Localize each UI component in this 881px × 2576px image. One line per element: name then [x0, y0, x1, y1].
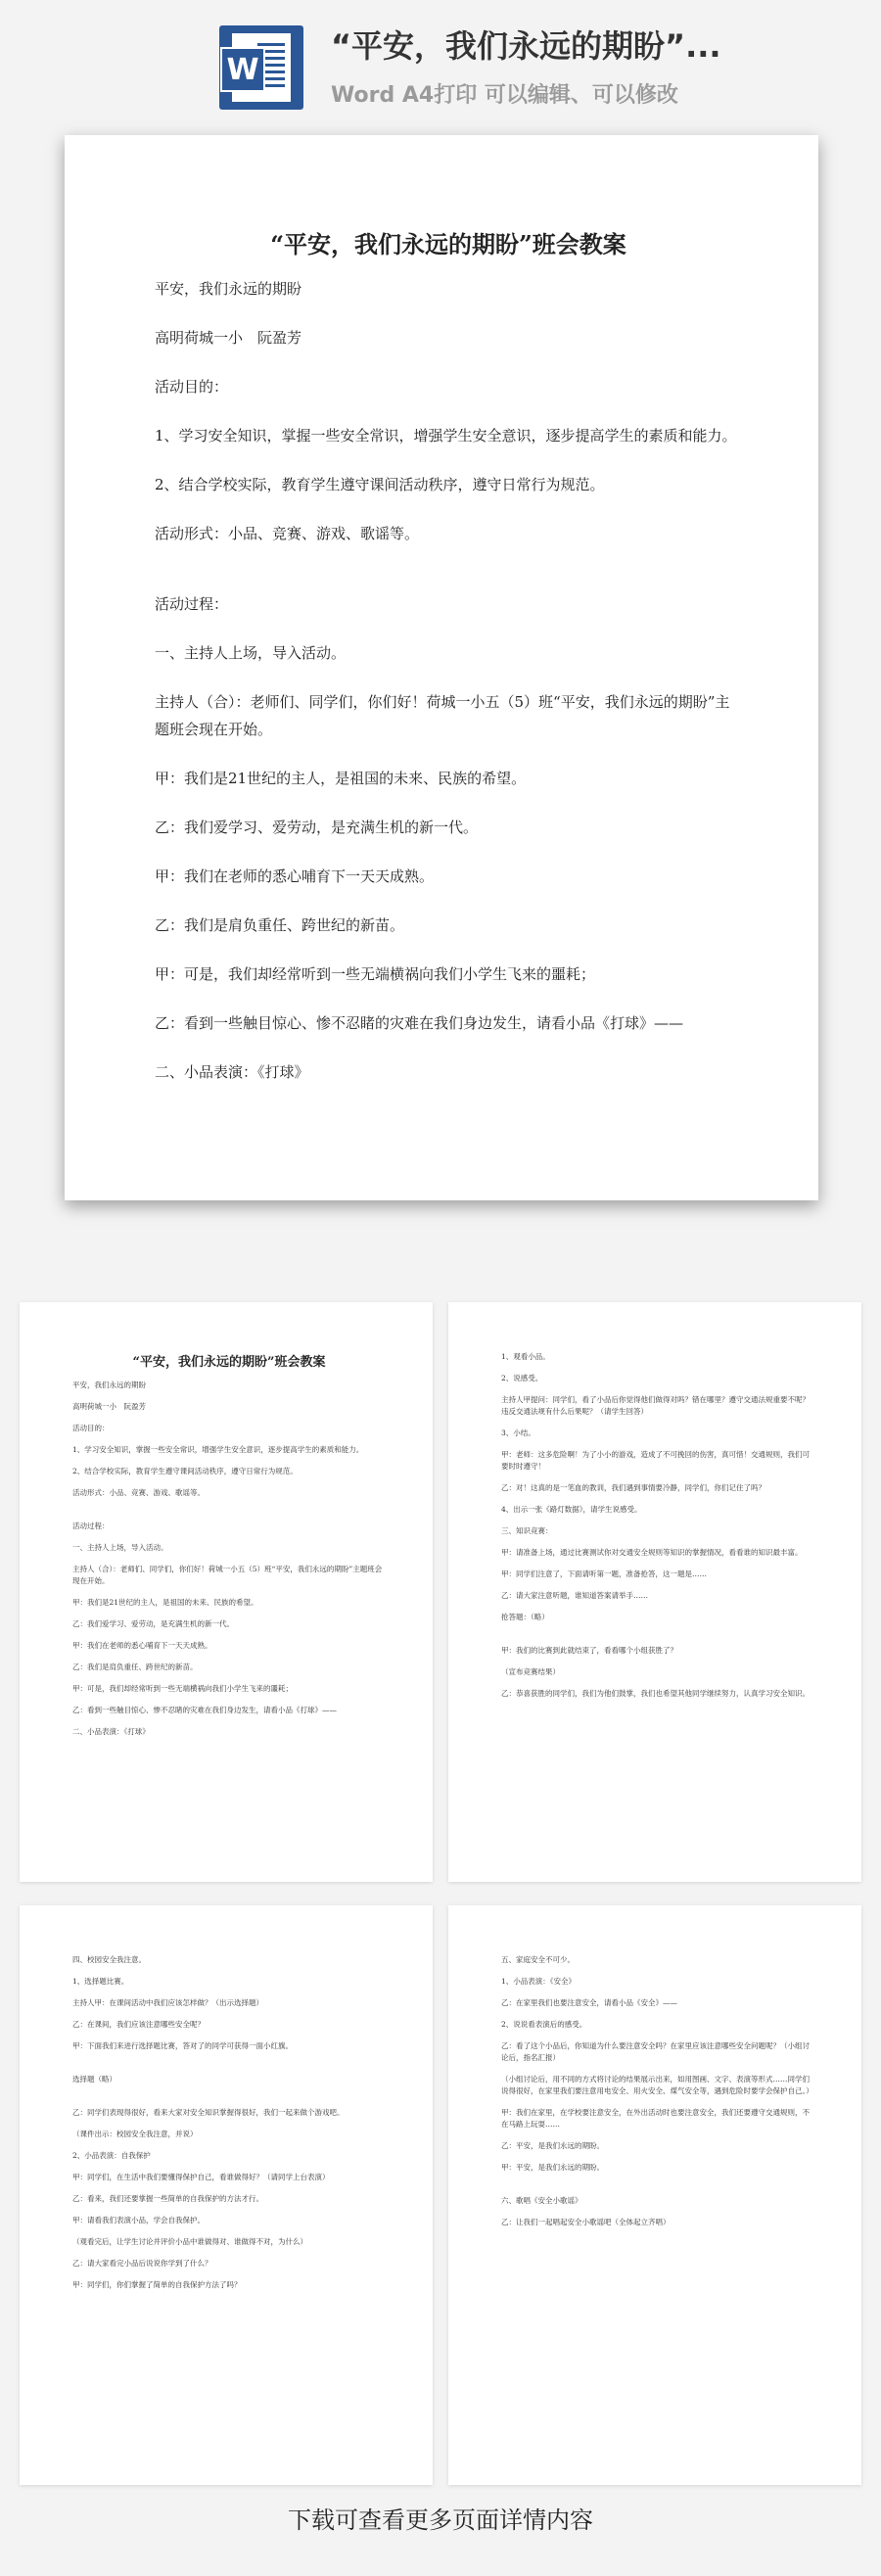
paragraph: 平安，我们永远的期盼 [155, 280, 302, 298]
paragraph: 甲：我们在老师的悉心哺育下一天天成熟。 [72, 1641, 212, 1650]
document-subtitle: Word A4打印 可以编辑、可以修改 [331, 83, 678, 108]
word-document-icon [219, 25, 303, 110]
paragraph: 1、小品表演：《安全》 [501, 1977, 577, 1986]
paragraph: 三、知识竞赛： [501, 1526, 553, 1535]
thumbnail-body [501, 1351, 814, 1700]
paragraph: 乙：请大家注意听题，谁知道答案请举手…… [501, 1591, 648, 1600]
paragraph: 活动目的： [155, 378, 229, 396]
blank-line [155, 569, 742, 590]
paragraph: 乙：看到一些触目惊心、惨不忍睹的灾难在我们身边发生，请看小品《打球》—— [155, 1014, 684, 1032]
paragraph: 1、观看小品。 [501, 1352, 550, 1361]
paragraph: 乙：看到一些触目惊心、惨不忍睹的灾难在我们身边发生，请看小品《打球》—— [72, 1706, 337, 1714]
blank-line [72, 1509, 386, 1521]
paragraph: 活动形式：小品、竞赛、游戏、歌谣等。 [72, 1488, 205, 1497]
blank-line [501, 2183, 814, 2195]
paragraph: 乙：恭喜获胜的同学们，我们为他们鼓掌，我们也希望其他同学继续努力，认真学习安全知识。 [501, 1689, 810, 1698]
page-thumbnail-3[interactable] [20, 1905, 433, 2485]
paragraph: 乙：在家里我们也要注意安全，请看小品《安全》—— [501, 1998, 677, 2007]
paragraph: 二、小品表演：《打球》 [72, 1727, 150, 1736]
document-title: “平安，我们永远的期盼”... [331, 27, 721, 65]
paragraph: 主持人（合）：老师们、同学们，你们好！荷城一小五（5）班“平安，我们永远的期盼”主题班会现在开始。 [155, 693, 730, 738]
paragraph: 乙：我们是肩负重任、跨世纪的新苗。 [155, 916, 405, 934]
paragraph: 甲：下面我们来进行选择题比赛，答对了的同学可获得一面小红旗。 [72, 2041, 293, 2050]
paragraph: 活动形式：小品、竞赛、游戏、歌谣等。 [155, 525, 420, 542]
paragraph: 甲：可是，我们却经常听到一些无端横祸向我们小学生飞来的噩耗； [155, 965, 596, 983]
paragraph: 乙：让我们一起唱起安全小歌谣吧（全体起立齐唱） [501, 2218, 671, 2226]
paragraph: 活动过程： [155, 595, 229, 613]
paragraph: 1、学习安全知识，掌握一些安全常识，增强学生安全意识，逐步提高学生的素质和能力。 [155, 427, 737, 445]
paragraph: 选择题（略） [72, 2075, 116, 2084]
paragraph: 乙：在课间，我们应该注意哪些安全呢？ [72, 2020, 205, 2029]
paragraph: 4、出示一张《路灯数据》，请学生说感受。 [501, 1505, 642, 1514]
paragraph: （课件出示：校园安全我注意，并说） [72, 2130, 198, 2138]
paragraph: 甲：我们是21世纪的主人，是祖国的未来、民族的希望。 [72, 1598, 258, 1607]
paragraph: 甲：同学们，在生活中我们要懂得保护自己，看谁做得好？（请同学上台表演） [72, 2173, 330, 2181]
paragraph: 一、主持人上场，导入活动。 [155, 644, 347, 662]
paragraph: 2、说感受。 [501, 1374, 543, 1382]
paragraph: 五、家庭安全不可少。 [501, 1955, 575, 1964]
blank-line [501, 1633, 814, 1645]
paragraph: 活动过程： [72, 1522, 110, 1530]
paragraph: 平安，我们永远的期盼 [72, 1381, 146, 1389]
paragraph: 3、小结。 [501, 1429, 535, 1437]
paragraph: 甲：平安，是我们永远的期盼。 [501, 2163, 604, 2172]
thumbnail-body [72, 1380, 386, 1738]
thumbnail-body [72, 1954, 386, 2291]
paragraph: 甲：老师：这多危险啊！为了小小的游戏，造成了不可挽回的伤害，真可惜！交通规则，我们可要时时遵守！ [501, 1450, 810, 1471]
paragraph: 甲：可是，我们却经常听到一些无端横祸向我们小学生飞来的噩耗； [72, 1684, 293, 1693]
thumbnail-title: “平安，我们永远的期盼”班会教案 [132, 1355, 326, 1370]
page-body [155, 275, 742, 1086]
paragraph: 2、说说看表演后的感受。 [501, 2020, 587, 2029]
paragraph: 乙：同学们表现得很好，看来大家对安全知识掌握得很好，我们一起来做个游戏吧。 [72, 2108, 345, 2117]
paragraph: 主持人（合）：老师们、同学们，你们好！荷城一小五（5）班“平安，我们永远的期盼”主题班会现在开始。 [72, 1565, 383, 1585]
blank-line [72, 2095, 386, 2107]
header [0, 0, 881, 122]
paragraph: 甲：同学们注意了，下面请听第一题，准备抢答，这一题是…… [501, 1569, 707, 1578]
paragraph: 乙：我们是肩负重任、跨世纪的新苗。 [72, 1663, 198, 1671]
paragraph: （宣布竞赛结果） [501, 1667, 560, 1676]
paragraph: 六、歌唱《安全小歌谣》 [501, 2196, 582, 2205]
main-page-preview [65, 135, 818, 1200]
paragraph: 主持人甲提问：同学们，看了小品后你觉得他们做得对吗？错在哪里？遵守交通法规重要不呢？违反交通法规有什么后果呢？（请学生回答） [501, 1395, 810, 1416]
paragraph: 主持人甲：在课间活动中我们应该怎样做？（出示选择题） [72, 1998, 263, 2007]
paragraph: 乙：看来，我们还要掌握一些简单的自我保护的方法才行。 [72, 2194, 263, 2203]
paragraph: 1、学习安全知识，掌握一些安全常识，增强学生安全意识，逐步提高学生的素质和能力。 [72, 1445, 364, 1454]
page-thumbnail-2[interactable] [448, 1302, 861, 1882]
paragraph: 高明荷城一小 阮盈芳 [72, 1402, 146, 1411]
paragraph: 甲：请准备上场，通过比赛测试你对交通安全规则等知识的掌握情况，看看谁的知识最丰富。 [501, 1548, 803, 1557]
paragraph: （小组讨论后，用不同的方式将讨论的结果展示出来，如用图画、文字、表演等形式……同学们说得很好，在家里我们要注意用电安全、用火安全、煤气安全等，遇到危险时要学会保护自己。） [501, 2075, 813, 2095]
page-thumbnail-4[interactable] [448, 1905, 861, 2485]
page-thumbnail-1[interactable] [20, 1302, 433, 1882]
paragraph: 2、结合学校实际，教育学生遵守课间活动秩序，遵守日常行为规范。 [72, 1467, 298, 1475]
paragraph: 抢答题：（略） [501, 1613, 549, 1621]
paragraph: 一、主持人上场，导入活动。 [72, 1543, 168, 1552]
page-title: “平安，我们永远的期盼”班会教案 [270, 230, 626, 258]
paragraph: 乙：请大家看完小品后说说你学到了什么？ [72, 2259, 212, 2268]
paragraph: 甲：我们的比赛到此就结束了，看看哪个小组获胜了？ [501, 1646, 677, 1655]
paragraph: 活动目的： [72, 1424, 110, 1432]
paragraph: 乙：我们爱学习、爱劳动，是充满生机的新一代。 [155, 819, 479, 836]
paragraph: 二、小品表演：《打球》 [155, 1063, 309, 1081]
thumbnail-body [501, 1954, 814, 2228]
paragraph: 甲：我们是21世纪的主人，是祖国的未来、民族的希望。 [155, 770, 527, 787]
paragraph: 乙：我们爱学习、爱劳动，是充满生机的新一代。 [72, 1619, 234, 1628]
paragraph: 2、小品表演：自我保护 [72, 2151, 151, 2160]
paragraph: 1、选择题比赛。 [72, 1977, 129, 1986]
paragraph: 甲：请看我们表演小品，学会自我保护。 [72, 2216, 205, 2225]
paragraph: 四、校园安全我注意。 [72, 1955, 146, 1964]
blank-line [72, 2062, 386, 2074]
paragraph: 高明荷城一小 阮盈芳 [155, 329, 302, 347]
word-letter: W [220, 47, 265, 92]
paragraph: 甲：同学们，你们掌握了简单的自我保护方法了吗？ [72, 2280, 242, 2289]
paragraph: （观看完后，让学生讨论并评价小品中谁做得对、谁做得不对，为什么） [72, 2237, 307, 2246]
paragraph: 乙：看了这个小品后，你知道为什么要注意安全吗？在家里应该注意哪些安全问题呢？（小组讨论后，指名汇报） [501, 2041, 810, 2062]
more-pages-link[interactable]: 下载可查看更多页面详情内容 [288, 2506, 593, 2534]
paragraph: 甲：我们在家里，在学校要注意安全，在外出活动时也要注意安全，我们还要遵守交通规则，不在马路上玩耍…… [501, 2108, 810, 2129]
paragraph: 乙：平安，是我们永远的期盼。 [501, 2141, 604, 2150]
paragraph: 乙：对！这真的是一笔血的教训，我们遇到事情要冷静，同学们，你们记住了吗？ [501, 1483, 765, 1492]
paragraph: 2、结合学校实际，教育学生遵守课间活动秩序，遵守日常行为规范。 [155, 476, 605, 493]
paragraph: 甲：我们在老师的悉心哺育下一天天成熟。 [155, 867, 435, 885]
